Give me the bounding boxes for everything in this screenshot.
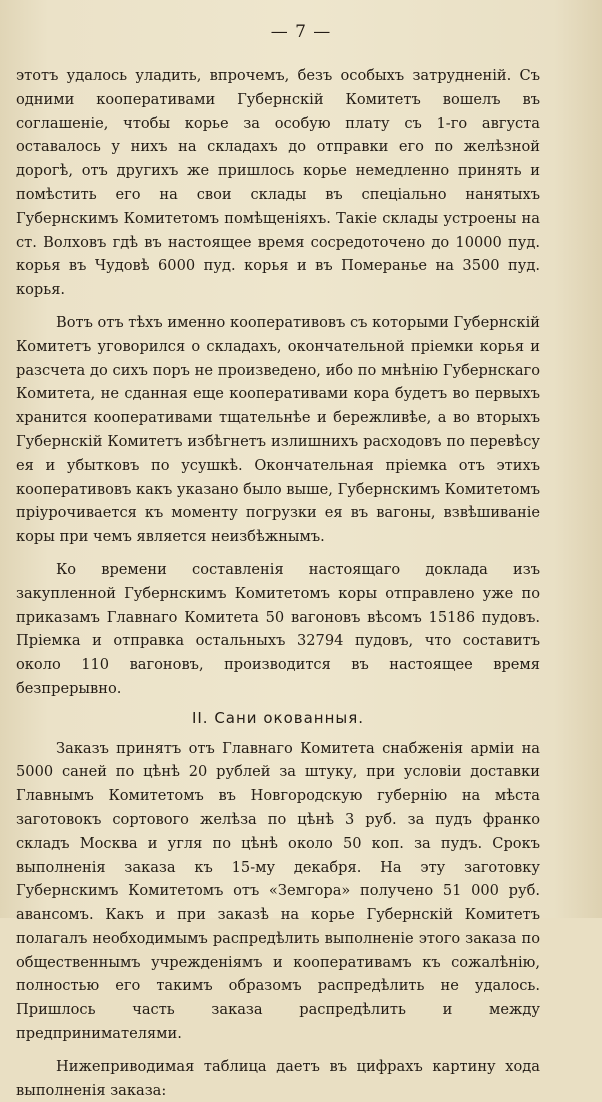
page-number: — 7 — [270,22,332,42]
body-text [16,64,540,1102]
paragraph: Вотъ отъ тѣхъ именно кооперативовъ съ которыми Губернскій Комитетъ уговорился о складахъ, окончательной пріемки корья и разсчета до сихъ поръ не произведено, ибо по мнѣнію Губернскаго Комитета, не сданная еще кооперативами кора будетъ во первыхъ хранится кооперативами тщательнѣе и бережливѣе, а во вторыхъ Губернскій Комитетъ избѣгнетъ излишнихъ расходовъ по перевѣсу ея и убытковъ по усушкѣ. Окончательная пріемка отъ этихъ кооперативовъ какъ указано было выше, Губернскимъ Комитетомъ пріурочивается къ моменту погрузки ея въ вагоны, взвѣшиваніе коры при чемъ является неизбѣжнымъ. [16,313,540,546]
section-heading: II. Сани окованныя. [191,708,365,727]
paragraph: Ко времени составленія настоящаго доклада изъ закупленной Губернскимъ Комитетомъ коры отправлено уже по приказамъ Главнаго Комитета 50 вагоновъ вѣсомъ 15186 пудовъ. Пріемка и отправка остальныхъ 32794 пудовъ, что составитъ около 110 вагоновъ, производится въ настоящее время безпрерывно. [16,560,540,697]
paragraph: этотъ удалось уладить, впрочемъ, безъ особыхъ затрудненій. Съ одними кооперативами Губернскій Комитетъ вошелъ въ соглашеніе, чтобы корье за особую плату съ 1-го августа оставалось у нихъ на складахъ до отправки его по желѣзной дорогѣ, отъ другихъ же пришлось корье немедленно принять и помѣстить его на свои склады въ спеціально нанятыхъ Губернскимъ Комитетомъ помѣщеніяхъ. Такіе склады устроены на ст. Волховъ гдѣ въ настоящее время сосредоточено до 10000 пуд. корья въ Чудовѣ 6000 пуд. корья и въ Померанье на 3500 пуд. корья. [16,67,540,299]
paragraph: Нижеприводимая таблица даетъ въ цифрахъ картину хода выполненія заказа: [16,1057,540,1099]
paragraph: Заказъ принятъ отъ Главнаго Комитета снабженія арміи на 5000 саней по цѣнѣ 20 рублей за штуку, при условіи доставки Главнымъ Комитетомъ въ Новгородскую губернію на мѣста заготовокъ сортового желѣза по цѣнѣ 3 руб. за пудъ франко складъ Москва и угля по цѣнѣ около 50 коп. за пудъ. Срокъ выполненія заказа къ 15-му декабря. На эту заготовку Губернскимъ Комитетомъ отъ «Земгора» получено 51 000 руб. авансомъ. Какъ и при заказѣ на корье Губернскій Комитетъ полагалъ необходимымъ распредѣлить выполненіе этого заказа по общественнымъ учрежденіямъ и кооперативамъ къ сожалѣнію, полностью его такимъ образомъ распредѣлить не удалось. Пришлось часть заказа распредѣлить и между предпринимателями. [16,739,540,1043]
